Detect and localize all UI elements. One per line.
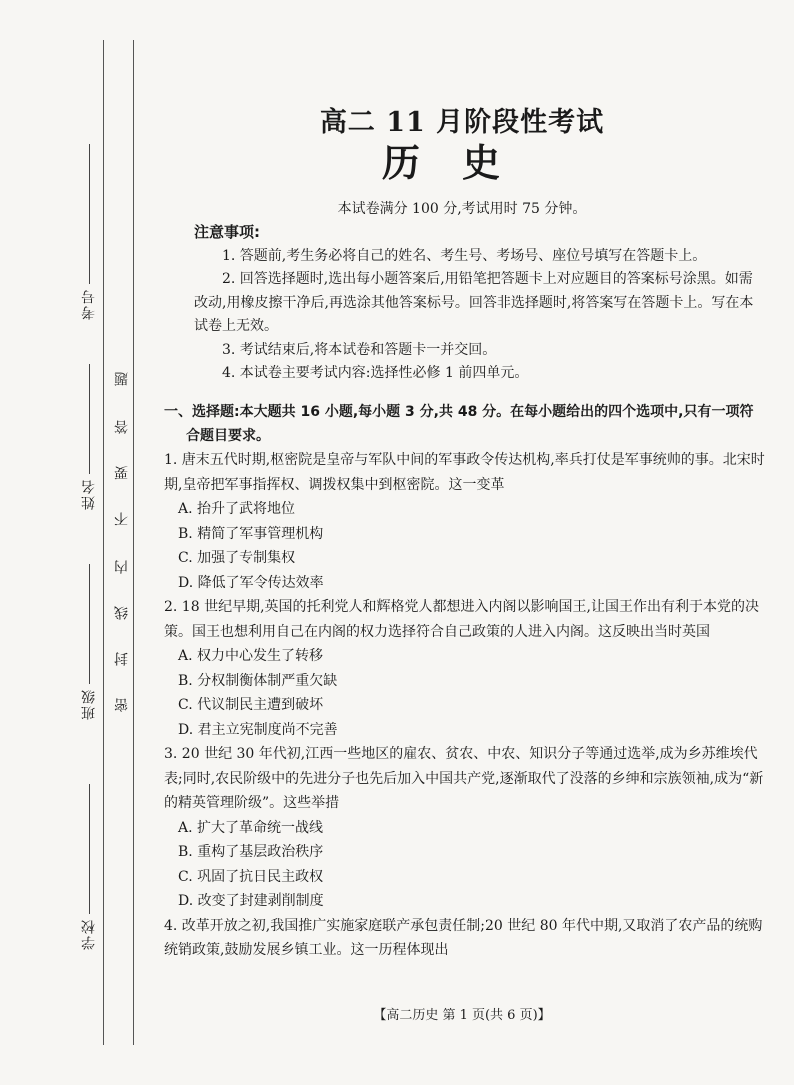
seal-word: 不 [114,512,130,526]
binding-line-inner [133,40,134,1045]
option: C. 巩固了抗日民主政权 [178,868,324,885]
question-list [164,448,769,963]
page-footer: 【高二历史 第 1 页(共 6 页)】 [373,1008,551,1023]
option: D. 改变了封建剥削制度 [178,893,324,909]
note-item: 1. 答题前,考生务必将自己的姓名、考生号、考场号、座位号填写在答题卡上。 [222,247,707,264]
class-blank[interactable] [89,564,90,684]
note-item: 3. 考试结束后,将本试卷和答题卡一并交回。 [222,341,497,358]
option: A. 权力中心发生了转移 [178,648,324,664]
option: B. 精简了军事管理机构 [178,525,324,542]
option: C. 代议制民主遭到破坏 [178,697,324,713]
exam-info: 本试卷满分 100 分,考试用时 75 分钟。 [337,201,587,217]
question-stem: 4. 改革开放之初,我国推广实施家庭联产承包责任制;20 世纪 80 年代中期,又取消了农产品的统购统销政策,鼓励发展乡镇工业。这一历程体现出 [164,917,763,958]
subject-title: 历史 [381,140,542,185]
seal-word: 封 [114,652,130,666]
exam-title: 高二 11 月阶段性考试 [319,107,605,138]
seal-word: 题 [114,372,130,386]
question-stem: 3. 20 世纪 30 年代初,江西一些地区的雇农、贫农、中农、知识分子等通过选举,成为乡苏维埃代表;同时,农民阶级中的先进分子也先后加入中国共产党,逐渐取代了没落的乡绅和宗族领袖,成为“新的精英管理阶级”。这些举措 [164,746,764,811]
note-item: 4. 本试卷主要考试内容:选择性必修 1 前四单元。 [222,365,529,381]
field-class[interactable] [74,560,104,720]
question-stem: 2. 18 世纪早期,英国的托利党人和辉格党人都想进入内阁以影响国王,让国王作出有利于本党的决策。国王也想利用自己在内阁的权力选择符合自己政策的人进入内阁。这反映出当时英国 [164,599,759,640]
question [164,742,769,914]
question [164,595,769,742]
section-heading-line: 一、选择题:本大题共 16 小题,每小题 3 分,共 48 分。在每小题给出的四个选项中,只有一项符 [164,404,754,420]
field-label: 学校 [81,918,97,950]
option: C. 加强了专制集权 [178,550,296,566]
seal-word: 要 [114,466,130,480]
notes-heading: 注意事项: [194,223,260,241]
note-item: 2. 回答选择题时,选出每小题答案后,用铅笔把答题卡上对应题目的答案标号涂黑。如需改动,用橡皮擦干净后,再选涂其他答案标号。回答非选择题时,将答案写在答题卡上。写在本试卷上无效。 [194,271,754,334]
option: B. 分权制衡体制严重欠缺 [178,672,338,689]
option: B. 重构了基层政治秩序 [178,844,324,860]
field-label: 考号 [81,288,97,320]
section-heading [164,400,769,448]
seal-word: 答 [114,420,130,434]
field-label: 姓名 [81,478,97,510]
school-blank[interactable] [89,784,90,914]
seal-word: 密 [114,698,130,712]
field-name[interactable] [74,360,104,510]
option: D. 君主立宪制度尚不完善 [178,721,338,738]
option: A. 扩大了革命统一战线 [178,819,324,836]
option: A. 抬升了武将地位 [178,501,296,517]
section-heading-line: 合题目要求。 [186,428,270,444]
seal-word: 内 [114,560,130,574]
question-stem: 1. 唐末五代时期,枢密院是皇帝与军队中间的军事政令传达机构,率兵打仗是军事统帅的事。北宋时期,皇帝把军事指挥权、调拨权集中到枢密院。这一变革 [164,452,765,493]
question [164,914,769,963]
exam-notes [194,221,764,386]
name-blank[interactable] [89,364,90,474]
field-label: 班级 [81,688,97,720]
field-school[interactable] [74,780,104,950]
question [164,448,769,595]
option: D. 降低了军令传达效率 [178,574,324,591]
seal-word: 线 [114,606,130,620]
